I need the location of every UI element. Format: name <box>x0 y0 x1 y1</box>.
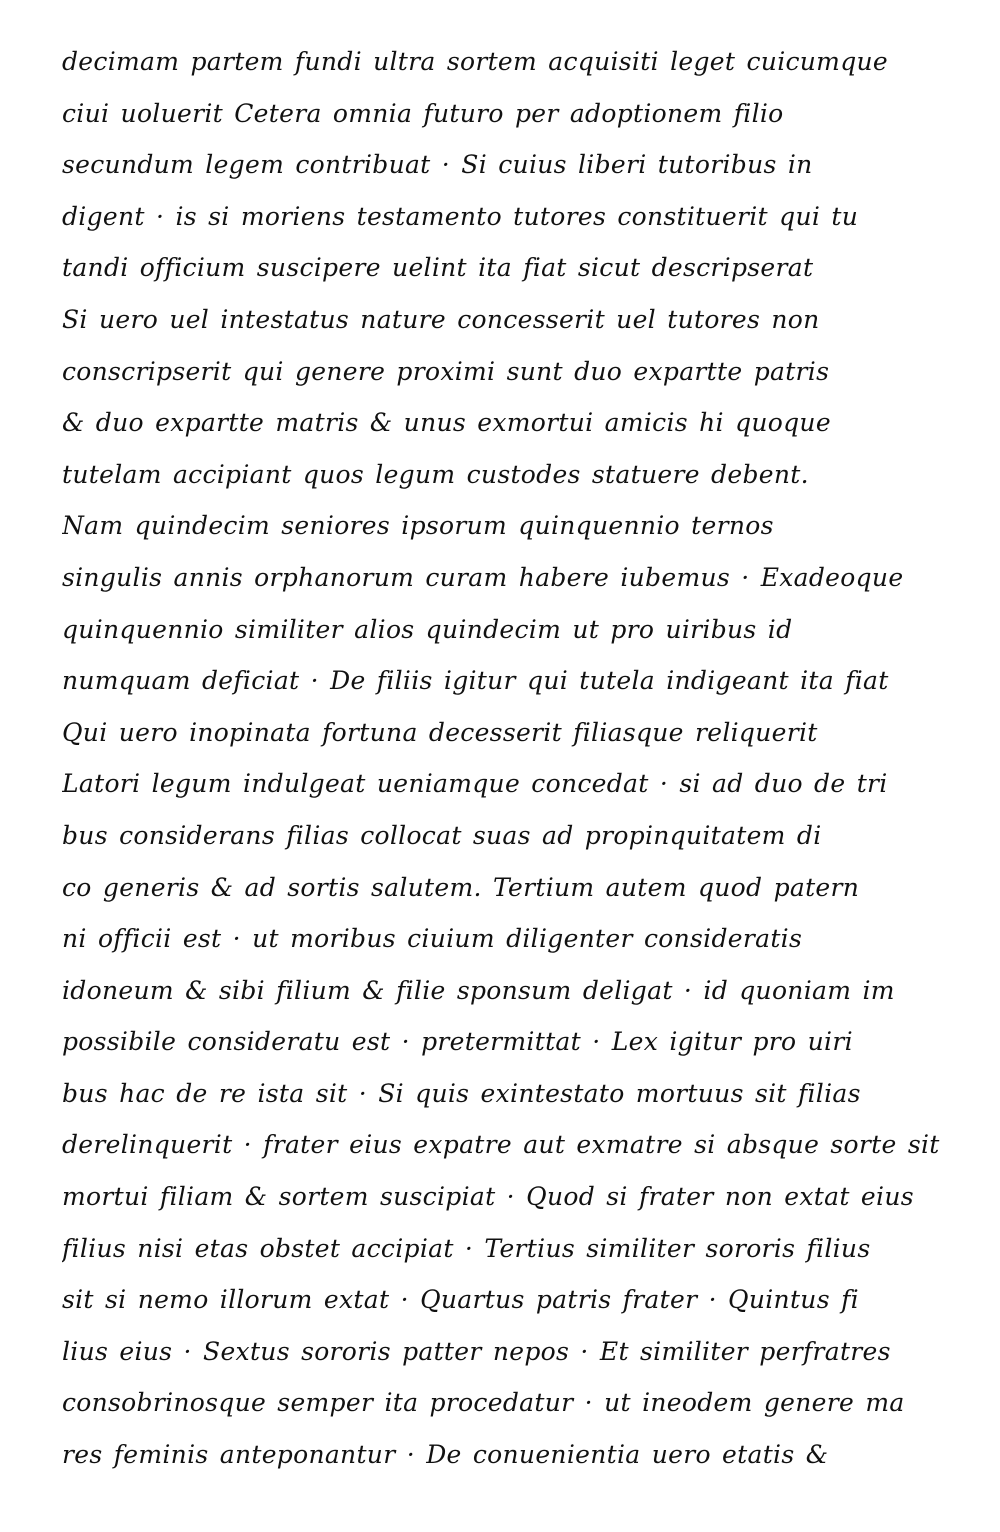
text-line: ciui uoluerit Cetera omnia futuro per adoptionem filio <box>62 98 784 128</box>
manuscript-text <box>62 36 952 1481</box>
text-line: filius nisi etas obstet accipiat · Tertius similiter sororis filius <box>62 1233 871 1263</box>
text-line: digent · is si moriens testamento tutores constituerit qui tu <box>62 201 859 231</box>
text-line: & duo expartte matris & unus exmortui amicis hi quoque <box>62 408 831 438</box>
text-line: lius eius · Sextus sororis patter nepos · Et similiter perfratres <box>62 1336 891 1366</box>
text-line: bus hac de re ista sit · Si quis exintestato mortuus sit filias <box>62 1078 861 1108</box>
text-line: consobrinosque semper ita procedatur · ut ineodem genere ma <box>62 1388 905 1418</box>
text-line: tutelam accipiant quos legum custodes statuere debent. <box>62 459 809 489</box>
text-line: res feminis anteponantur · De conuenientia uero etatis & <box>62 1440 829 1470</box>
text-line: sit si nemo illorum extat · Quartus patris frater · Quintus fi <box>62 1285 859 1315</box>
text-line: conscripserit qui genere proximi sunt duo expartte patris <box>62 356 830 386</box>
text-line: Si uero uel intestatus nature concesserit uel tutores non <box>62 304 820 334</box>
text-line: decimam partem fundi ultra sortem acquisiti leget cuicumque <box>62 47 888 76</box>
text-line: Nam quindecim seniores ipsorum quinquennio ternos <box>62 511 774 541</box>
text-line: bus considerans filias collocat suas ad propinquitatem di <box>62 820 822 850</box>
text-line: derelinquerit · frater eius expatre aut exmatre si absque sorte sit <box>62 1130 940 1160</box>
text-line: Qui uero inopinata fortuna decesserit filiasque reliquerit <box>62 717 818 747</box>
text-line: idoneum & sibi filium & filie sponsum deligat · id quoniam im <box>62 975 895 1005</box>
text-line: mortui filiam & sortem suscipiat · Quod si frater non extat eius <box>62 1182 914 1212</box>
text-line: Latori legum indulgeat ueniamque concedat · si ad duo de tri <box>62 769 888 799</box>
text-line: tandi officium suscipere uelint ita fiat sicut descripserat <box>62 253 814 283</box>
text-line: numquam deficiat · De filiis igitur qui tutela indigeant ita fiat <box>62 666 889 696</box>
text-line: ni officii est · ut moribus ciuium diligenter consideratis <box>62 924 803 954</box>
text-line: co generis & ad sortis salutem. Tertium autem quod patern <box>62 872 860 902</box>
text-line: possibile consideratu est · pretermittat · Lex igitur pro uiri <box>62 1027 853 1057</box>
text-line: secundum legem contribuat · Si cuius liberi tutoribus in <box>62 150 813 180</box>
text-line: quinquennio similiter alios quindecim ut pro uiribus id <box>62 614 793 644</box>
text-line: singulis annis orphanorum curam habere iubemus · Exadeoque <box>62 562 904 592</box>
